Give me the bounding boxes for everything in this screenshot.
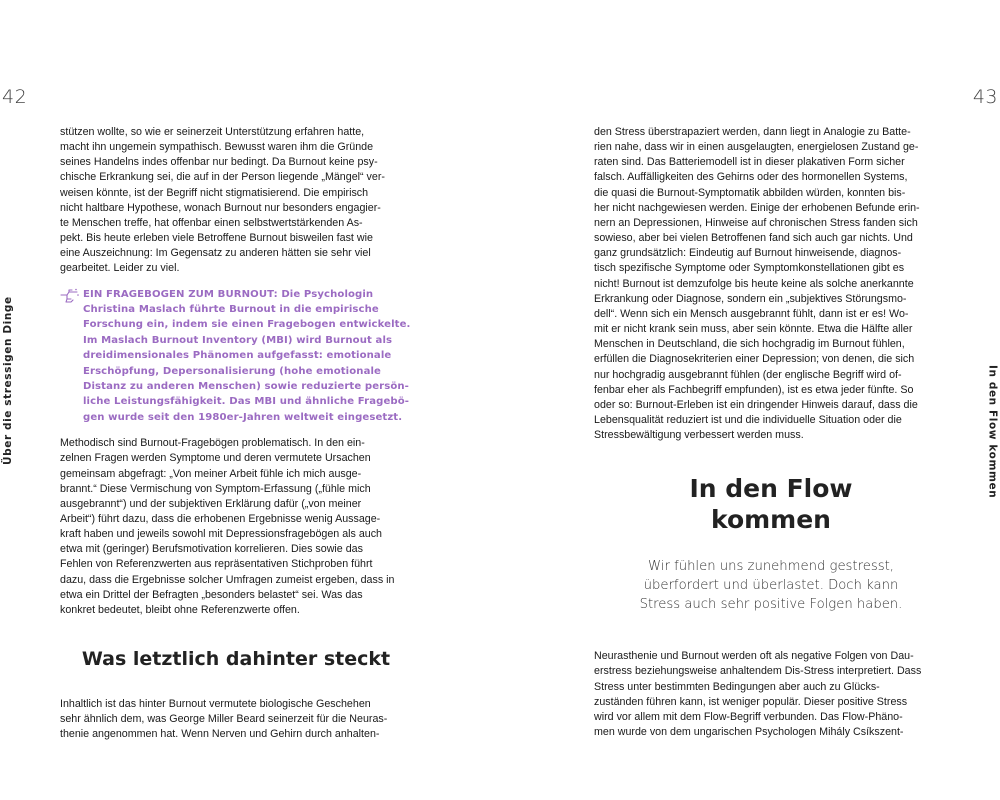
text-line: Stressbewältigung verbessert werden muss. (594, 429, 804, 442)
text-line: nur hochgradig ausgebrannt fühlen (der englische Begriff wird of- (594, 368, 902, 381)
text-line: Christina Maslach führte Burnout in die empirische (83, 303, 379, 315)
chapter-heading (594, 473, 948, 535)
text-line: tisch spezifische Symptome oder Symptomkonstellationen gibt es (594, 262, 905, 275)
text-line: oder so: Burnout-Erleben ist ein dringender Hinweis darauf, dass die (594, 398, 918, 411)
text-line: etwa mit (geringer) Berufsmotivation korrelieren. Dies sowie das (60, 543, 363, 556)
text-line: weisen könnte, ist der Begriff nicht stigmatisierend. Die empirisch (60, 186, 369, 199)
left-paragraph-3 (60, 697, 412, 742)
text-line: chische Erkrankung sei, die auf in der Person liegende „Mängel“ ver- (60, 171, 385, 184)
text-line: raten sind. Das Batteriemodell ist in dieser plakativen Form sicher (594, 156, 905, 169)
text-line: sowieso, aber bei vielen Betroffenen fand sich auch gar nichts. Und (594, 232, 913, 245)
text-line: konkret bedeutet, bleibt ohne Referenzwerte offen. (60, 603, 300, 616)
text-line: gemeinsam abgefragt: „Von meiner Arbeit fühle ich mich ausge- (60, 467, 362, 480)
text-line: dreidimensionales Phänomen aufgefasst: emotionale (83, 350, 392, 362)
left-page-column (60, 125, 412, 743)
text-line: pekt. Bis heute erleben viele Betroffene Burnout bisweilen fast wie (60, 232, 373, 245)
left-paragraph-2 (60, 436, 412, 618)
text-line: ganz grundsätzlich: Eindeutig auf Burnout hinweisende, diagnos- (594, 247, 902, 260)
text-line: kommen (711, 505, 831, 535)
right-paragraph-2 (594, 649, 948, 740)
text-line: erstress beziehungsweise anhaltendem Dis-Stress interpretiert. Dass (594, 665, 922, 678)
text-line: te Menschen treffe, hat offenbar einen selbstwertstärkenden As- (60, 216, 363, 229)
text-line: Stress auch sehr positive Folgen haben. (639, 597, 903, 613)
text-line: die quasi die Burnout-Symptomatik abbilden würden, konnten bis- (594, 186, 906, 199)
text-line: fenbar eher als Fachbegriff empfunden), ist es etwa jeder fünfte. So (594, 383, 914, 396)
text-line: dazu, dass die Ergebnisse solcher Umfragen zumeist ergeben, dass in (60, 573, 395, 586)
text-line: etwa ein Drittel der Befragten „besonders belastet“ sei. Was das (60, 588, 363, 601)
text-line: überfordert und überlastet. Doch kann (643, 578, 899, 594)
text-line: her nicht nachgewiesen werden. Einige der erhobenen Befunde erin- (594, 201, 920, 214)
text-line: liche Leistungsfähigkeit. Das MBI und ähnliche Fragebö- (83, 396, 410, 408)
info-box (60, 287, 412, 426)
text-line: seines Handelns indes offenbar nur bedingt. Da Burnout keine psy- (60, 156, 378, 169)
text-line: Erkrankung oder Diagnose, sondern ein „subjektives Störungsmo- (594, 292, 907, 305)
hand-pointing-icon (60, 287, 80, 305)
left-paragraph-1 (60, 125, 412, 277)
text-line: nern an Depressionen, Hinweise auf chronischen Stress fanden sich (594, 216, 918, 229)
right-page-column (594, 125, 948, 740)
text-line: rien nahe, dass wir in einen ausgelaugten, energielosen Zustand ge- (594, 141, 919, 154)
text-line: gearbeitet. Leider zu viel. (60, 262, 180, 275)
text-line: In den Flow (689, 474, 853, 504)
text-line: Distanz zu anderen Menschen) sowie reduzierte persön- (83, 381, 409, 392)
text-line: Stress unter bestimmten Bedingungen aber auch zu Glücks- (594, 680, 880, 693)
text-line: Neurasthenie und Burnout werden oft als negative Folgen von Dau- (594, 650, 914, 663)
text-line: dell“. Wenn sich ein Mensch ausgebrannt fühlt, dann ist er es! Wo- (594, 307, 909, 320)
side-title-left: Über die stressigen Dinge (2, 296, 14, 465)
text-line: kraft haben und jeweils sowohl mit Depressionsfragebögen als auch (60, 528, 382, 541)
text-line: mit er nicht krank sein muss, aber sein könnte. Etwa die Hälfte aller (594, 323, 913, 336)
text-line: stützen wollte, so wie er seinerzeit Unterstützung erfahren hatte, (60, 126, 365, 138)
text-line: nicht! Burnout ist demzufolge bis heute keine als solche anerkannte (594, 277, 914, 290)
section-heading: Was letztlich dahinter steckt (81, 648, 391, 671)
text-line: Menschen in Deutschland, die sich hochgradig im Burnout fühlen, (594, 338, 905, 351)
right-paragraph-1 (594, 125, 948, 443)
side-title-right: In den Flow kommen (986, 365, 998, 499)
text-line: ausgebrannt“) und der subjektiven Erklärung dafür („von meiner (60, 497, 362, 510)
text-line: Im Maslach Burnout Inventory (MBI) wird Burnout als (83, 334, 393, 346)
text-line: wird vor allem mit dem Flow-Begriff verbunden. Das Flow-Phäno- (594, 710, 903, 723)
text-line: brannt.“ Diese Vermischung von Symptom-Erfassung („fühle mich (60, 482, 371, 495)
text-line: macht ihn ungemein sympathisch. Bewusst waren ihm die Gründe (60, 141, 374, 154)
text-line: zelnen Fragen werden Symptome und deren vermutete Ursachen (60, 452, 371, 465)
page-number-right: 43 (972, 86, 998, 108)
text-line: nicht haltbare Hypothese, wonach Burnout nur besonders engagier- (60, 201, 381, 214)
text-line: eine Auszeichnung: Im Gegensatz zu anderen hätten sie sehr viel (60, 247, 371, 260)
info-box-text (83, 287, 412, 426)
text-line: men wurde von dem ungarischen Psychologen Mihály Csíkszent- (594, 726, 904, 739)
text-line: falsch. Auffälligkeiten des Gehirns oder des hormonellen Systems, (594, 171, 908, 184)
text-line: den Stress überstrapaziert werden, dann liegt in Analogie zu Batte- (594, 126, 911, 138)
text-line: thenie angenommen hat. Wenn Nerven und Gehirn durch anhalten- (60, 728, 380, 741)
text-line: EIN FRAGEBOGEN ZUM BURNOUT: Die Psychologin (83, 288, 374, 300)
page-number-left: 42 (2, 86, 28, 108)
chapter-teaser (594, 557, 948, 614)
text-line: erfüllen die Diagnosekriterien einer Depression; von denen, die sich (594, 353, 915, 366)
text-line: Inhaltlich ist das hinter Burnout vermutete biologische Geschehen (60, 698, 371, 711)
text-line: Lebensqualität reduziert ist und die individuelle Situation oder die (594, 413, 902, 426)
text-line: Erschöpfung, Depersonalisierung (hohe emotionale (83, 365, 381, 377)
text-line: sehr ähnlich dem, was George Miller Beard seinerzeit für die Neuras- (60, 713, 388, 726)
text-line: Wir fühlen uns zunehmend gestresst, (648, 559, 894, 575)
text-line: zuständen führen kann, ist weniger populär. Dieser positive Stress (594, 695, 908, 708)
text-line: Methodisch sind Burnout-Fragebögen problematisch. In den ein- (60, 437, 365, 450)
text-line: Fehlen von Referenzwerten aus repräsentativen Stichproben führt (60, 558, 373, 571)
text-line: gen wurde seit den 1980er-Jahren weltweit eingesetzt. (83, 411, 403, 423)
text-line: Arbeit“) führt dazu, dass die erhobenen Ergebnisse wenig Aussage- (60, 513, 381, 525)
text-line: Forschung ein, indem sie einen Fragebogen entwickelte. (83, 319, 411, 331)
